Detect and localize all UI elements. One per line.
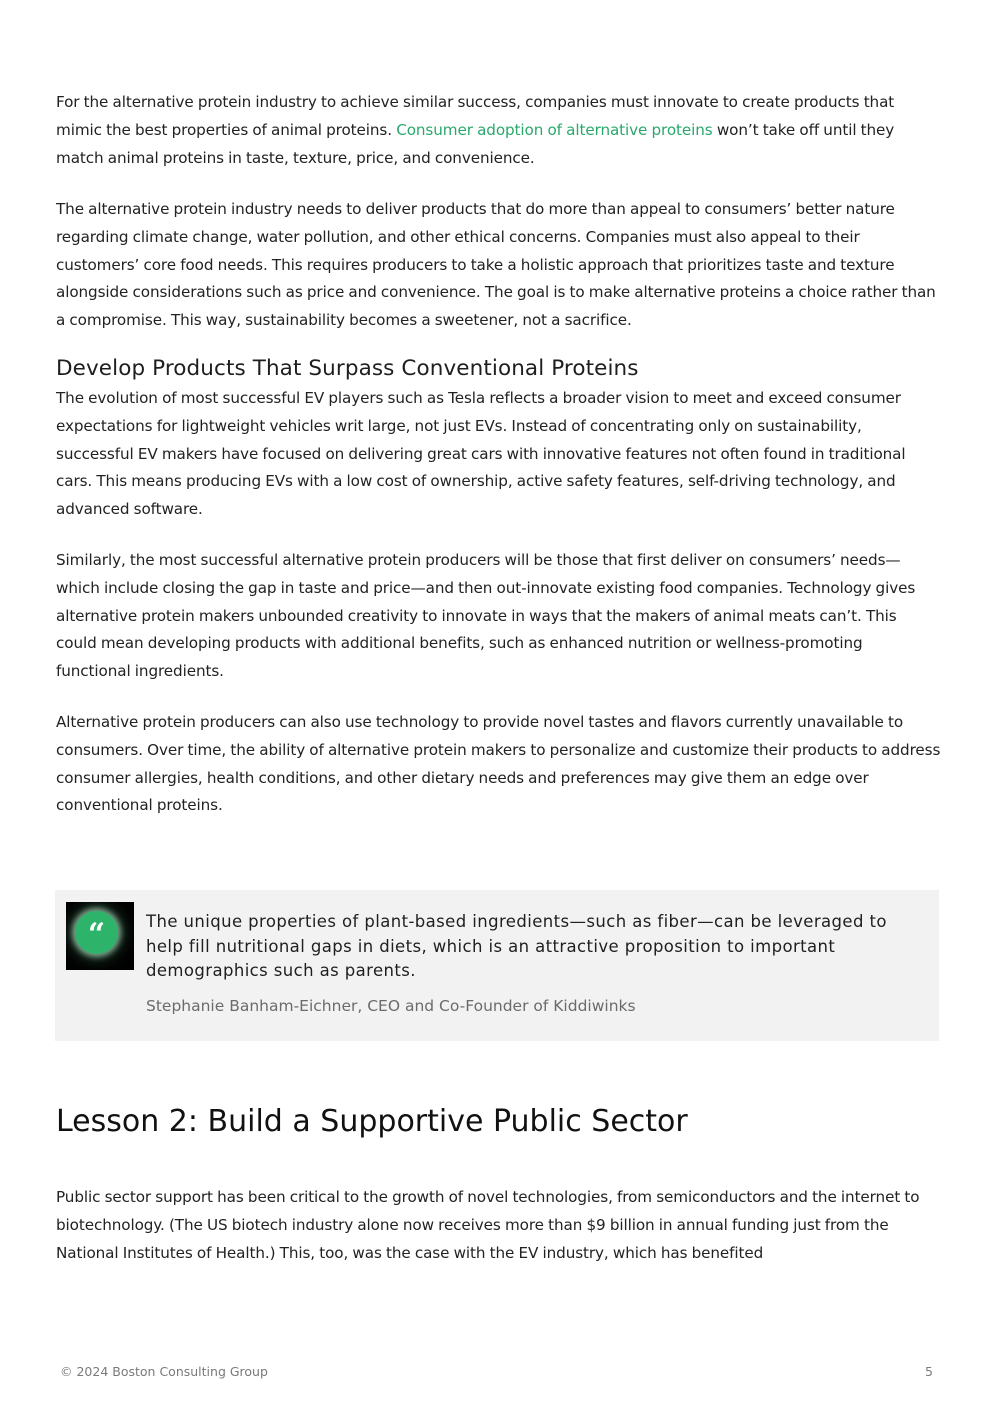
section-paragraph-3: Alternative protein producers can also use technology to provide novel tastes and flavors currently unavailable to consumers. Over time, the ability of alternative protein makers to personalize and customize their products to address consumer allergies, health conditions, and other dietary needs and preferences may give them an edge over conventional proteins.: [56, 713, 941, 815]
section-paragraph-1: The evolution of most successful EV players such as Tesla reflects a broader vision to meet and exceed consumer expectations for lightweight vehicles writ large, not just EVs. Instead of concentrating only on sustainability, successful EV makers have focused on delivering great cars with innovative features not often found in traditional cars. This means producing EVs with a low cost of ownership, active safety features, self-driving technology, and advanced software.: [56, 389, 906, 519]
lesson-2-heading: Lesson 2: Build a Supportive Public Sector: [56, 1104, 688, 1139]
intro-text-b: won’t take off until they match animal proteins in taste, texture, price, and convenience.: [56, 120, 895, 167]
quote-attribution: Stephanie Banham-Eichner, CEO and Co-Founder of Kiddiwinks: [146, 997, 636, 1015]
footer-page-number: 5: [925, 1364, 933, 1379]
intro-text-a: For the alternative protein industry to achieve similar success, companies must innovate to create products that mimic the best properties of animal proteins.: [56, 93, 895, 139]
lesson-2-paragraph-1: Public sector support has been critical to the growth of novel technologies, from semiconductors and the internet to biotechnology. (The US biotech industry alone now receives more than $9 billion in annual funding just from the National Institutes of Health.) This, too, was the case with the EV industry, which has benefited: [56, 1188, 920, 1262]
pull-quote: [55, 890, 939, 1041]
quote-mark-icon: “: [75, 911, 118, 954]
section-heading: Develop Products That Surpass Conventional Proteins: [56, 356, 639, 381]
intro-paragraph-2: The alternative protein industry needs to deliver products that do more than appeal to consumers’ better nature regarding climate change, water pollution, and other ethical concerns. Companies must also appeal to their customers’ core food needs. This requires producers to take a holistic approach that prioritizes taste and texture alongside considerations such as price and convenience. The goal is to make alternative proteins a choice rather than a compromise. This way, sustainability becomes a sweetener, not a sacrifice.: [56, 200, 936, 330]
quote-mark-badge: [66, 902, 134, 970]
intro-paragraph-1: [56, 89, 941, 172]
section-paragraph-2: Similarly, the most successful alternative protein producers will be those that first deliver on consumers’ needs—which include closing the gap in taste and price—and then out-innovate existing food companies. Technology gives alternative protein makers unbounded creativity to innovate in ways that the makers of animal meats can’t. This could mean developing products with additional benefits, such as enhanced nutrition or wellness-promoting functional ingredients.: [56, 551, 916, 681]
quote-text: The unique properties of plant-based ingredients—such as fiber—can be leveraged to help fill nutritional gaps in diets, which is an attractive proposition to important demographics such as parents.: [146, 912, 887, 980]
footer-copyright: © 2024 Boston Consulting Group: [60, 1364, 268, 1379]
consumer-adoption-link[interactable]: Consumer adoption of alternative proteins: [396, 120, 713, 139]
